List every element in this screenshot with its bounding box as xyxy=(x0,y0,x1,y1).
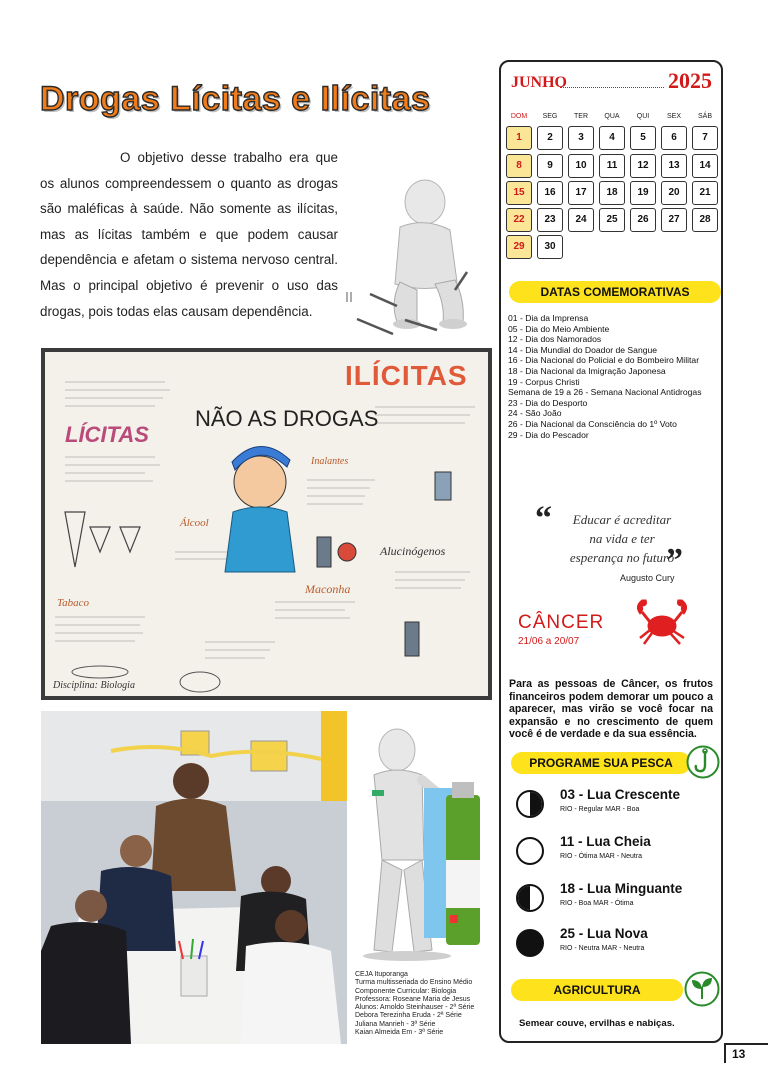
calendar-day-cell: 28 xyxy=(692,208,718,232)
photo-credits xyxy=(355,971,495,1037)
fishing-hook-icon xyxy=(686,745,720,779)
weekday-label: QUI xyxy=(636,113,650,120)
calendar-month: JUNHO xyxy=(511,74,567,91)
commemorative-item: Semana de 19 a 26 - Semana Nacional Antidrogas xyxy=(508,387,702,398)
credit-line: Turma multisseriada do Ensino Médio xyxy=(355,979,473,987)
credit-line: Professora: Roseane Maria de Jesus xyxy=(355,995,471,1003)
agriculture-text: Semear couve, ervilhas e nabiças. xyxy=(519,1018,675,1029)
leaning-figure-illustration xyxy=(352,720,487,970)
calendar-day-cell: 13 xyxy=(661,154,687,178)
poster-footer: Disciplina: Biologia xyxy=(53,680,135,691)
student-poster-photo xyxy=(41,348,492,700)
weekday-label: DOM xyxy=(510,113,528,120)
commemorative-item: 01 - Dia da Imprensa xyxy=(508,313,589,323)
last-quarter-moon-icon xyxy=(516,884,544,912)
moon-phase-detail: RIO - Ótima MAR - Neutra xyxy=(560,853,643,860)
calendar-day-cell: 24 xyxy=(568,208,594,232)
calendar-day-cell: 18 xyxy=(599,181,625,205)
students-photo xyxy=(41,711,347,1044)
calendar-divider xyxy=(560,87,664,88)
calendar-day-cell: 14 xyxy=(692,154,718,178)
commemorative-banner: DATAS COMEMORATIVAS xyxy=(509,281,721,303)
commemorative-list xyxy=(508,313,718,440)
horoscope-text: Para as pessoas de Câncer, os frutos financeiros podem demorar um pouco a aparecer, mas virão se você focar na expansão e no crescimento de quem você é de verdade e da sua essência. xyxy=(509,678,713,741)
calendar-day-cell: 8 xyxy=(506,154,532,178)
quote-line: esperança no futuro xyxy=(569,550,675,565)
article-intro: O objetivo desse trabalho era que os alunos compreendessem o quanto as drogas são maléficas à saúde. Não somente as ilícitas, mas as lícitas também e que podem causar dependência e afetam o sistema nervoso central. Mas o principal objetivo é prevenir o uso das drogas, pois todas elas causam dependência. xyxy=(40,150,338,319)
calendar-day-cell: 2 xyxy=(537,126,563,150)
weekday-label: SEX xyxy=(666,113,681,120)
commemorative-item: 14 - Dia Mundial do Doador de Sangue xyxy=(508,344,658,355)
calendar-day-cell: 30 xyxy=(537,235,563,259)
quote-line: na vida e ter xyxy=(589,531,655,546)
calendar-year: 2025 xyxy=(668,68,712,93)
commemorative-item: 26 - Dia Nacional da Consciência do 1º Voto xyxy=(508,418,677,429)
open-quote-icon: “ xyxy=(535,500,552,537)
moon-phase-detail: RIO - Neutra MAR - Neutra xyxy=(560,945,645,952)
moon-phase-name: 03 - Lua Crescente xyxy=(560,787,681,802)
students-photo-scene xyxy=(41,711,347,1044)
commemorative-item: 29 - Dia do Pescador xyxy=(508,429,589,440)
full-moon-icon xyxy=(516,837,544,865)
poster-heading-center: NÃO AS DROGAS xyxy=(195,406,379,431)
calendar-day-cell: 5 xyxy=(630,126,656,150)
moon-phase-name: 11 - Lua Cheia xyxy=(560,834,651,849)
plant-sprout-icon xyxy=(684,971,720,1007)
article-title: Drogas Lícitas e Ilícitas xyxy=(40,80,431,118)
poster-label-maconha: Maconha xyxy=(305,582,351,596)
poster-label-alucinogenos: Alucinógenos xyxy=(380,544,446,558)
calendar-day-cell: 29 xyxy=(506,235,532,259)
credit-line: Kaian Almeida Em - 3ª Série xyxy=(355,1029,444,1037)
commemorative-item: 24 - São João xyxy=(508,408,562,419)
calendar-day-cell: 7 xyxy=(692,126,718,150)
fishing-banner: PROGRAME SUA PESCA xyxy=(511,752,691,774)
credit-line: Alunos: Arnoldo Steinhauser - 2ª Série xyxy=(355,1004,475,1012)
sitting-figure-illustration xyxy=(345,172,485,342)
calendar-day-cell: 26 xyxy=(630,208,656,232)
poster-label-tabaco: Tabaco xyxy=(57,597,89,609)
first-quarter-moon-icon xyxy=(516,790,544,818)
calendar-day-cell: 27 xyxy=(661,208,687,232)
agriculture-banner: AGRICULTURA xyxy=(511,979,683,1001)
calendar-day-cell: 25 xyxy=(599,208,625,232)
calendar-day-cell: 15 xyxy=(506,181,532,205)
moon-phase-detail: RIO - Boa MAR - Ótima xyxy=(560,900,634,907)
commemorative-item: 16 - Dia Nacional do Policial e do Bombeiro Militar xyxy=(508,355,700,366)
calendar-day-cell: 20 xyxy=(661,181,687,205)
calendar-day-cell: 10 xyxy=(568,154,594,178)
commemorative-item: 12 - Dia dos Namorados xyxy=(508,334,602,345)
page-number: 13 xyxy=(724,1043,768,1063)
zodiac-sign-dates: 21/06 a 20/07 xyxy=(518,636,580,647)
calendar-day-cell: 12 xyxy=(630,154,656,178)
calendar-day-cell: 3 xyxy=(568,126,594,150)
quote-text xyxy=(532,510,712,567)
zodiac-sign-name: CÂNCER xyxy=(518,612,605,633)
calendar-day-cell: 4 xyxy=(599,126,625,150)
calendar-day-cell: 19 xyxy=(630,181,656,205)
weekday-label: SEG xyxy=(542,113,558,120)
moon-phase-name: 18 - Lua Minguante xyxy=(560,881,683,896)
credit-line: CEJA Ituporanga xyxy=(355,971,408,978)
quote-author: Augusto Cury xyxy=(620,573,675,583)
new-moon-icon xyxy=(516,929,544,957)
calendar-day-cell: 11 xyxy=(599,154,625,178)
weekday-label: QUA xyxy=(604,113,620,120)
commemorative-item: 05 - Dia do Meio Ambiente xyxy=(508,323,610,334)
poster-label-inalantes: Inalantes xyxy=(311,456,349,467)
weekday-label: SÁB xyxy=(697,113,712,120)
commemorative-item: 19 - Corpus Christi xyxy=(508,376,580,387)
calendar-day-cell: 17 xyxy=(568,181,594,205)
moon-phase-name: 25 - Lua Nova xyxy=(560,926,648,941)
calendar-day-cell: 6 xyxy=(661,126,687,150)
calendar-day-cell: 22 xyxy=(506,208,532,232)
calendar-day-cell: 9 xyxy=(537,154,563,178)
calendar-day-cell: 23 xyxy=(537,208,563,232)
calendar-day-cell: 16 xyxy=(537,181,563,205)
calendar-day-cell: 21 xyxy=(692,181,718,205)
credit-line: Componente Curricular: Biologia xyxy=(355,987,457,995)
commemorative-item: 18 - Dia Nacional da Imigração Japonesa xyxy=(508,365,666,376)
credit-line: Debora Terezinha Eruda - 2ª Série xyxy=(355,1012,462,1020)
crab-icon xyxy=(632,596,692,648)
poster-label-alcool: Álcool xyxy=(180,517,209,529)
commemorative-item: 23 - Dia do Desporto xyxy=(508,397,588,408)
moon-phase-detail: RIO - Regular MAR - Boa xyxy=(560,806,640,813)
credit-line: Juliana Manrieh - 3ª Série xyxy=(355,1020,436,1028)
quote-line: Educar é acreditar xyxy=(572,512,672,527)
poster-drawing xyxy=(45,352,488,696)
weekday-label: TER xyxy=(574,113,588,120)
poster-heading-licit: LÍCITAS xyxy=(65,422,149,447)
close-quote-icon: ” xyxy=(666,542,683,579)
calendar-day-cell: 1 xyxy=(506,126,532,150)
poster-heading-illicit: ILÍCITAS xyxy=(345,360,468,391)
